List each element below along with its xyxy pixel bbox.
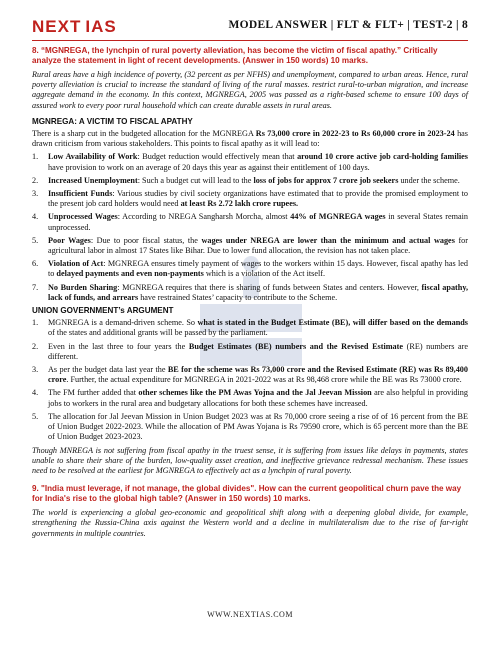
list-item: 6. Violation of Act: MGNREGA ensures timely payment of wages to the workers within 15 days. However, fiscal apathy has led to delayed payments and even non-payments which is a violation of the Act itself.	[32, 259, 468, 279]
list-item: 4. The FM further added that other schemes like the PM Awas Yojna and the Jal Jeevan Mission are also helpful in providing jobs to workers in the rural area and budgetary allocations for both these schemes have increased.	[32, 388, 468, 408]
header-divider	[32, 40, 468, 41]
list-item: 5. The allocation for Jal Jeevan Mission in Union Budget 2023 was at Rs 70,000 crore seeing a rise of of 16 percent from the BE of Union Budget 2022-2023. While the allocation of PM Awas Yojana is Rs 79590 crore, which is 65 percent more than the BE of Union Budget 2023-2023.	[32, 411, 468, 442]
union-argument-list	[32, 318, 468, 442]
list-item: 4. Unprocessed Wages: According to NREGA Sangharsh Morcha, almost 44% of MGNREGA wages in several States remain unprocessed.	[32, 212, 468, 232]
question-9: 9. "India must leverage, if not manage, the global divides". How can the current geopolitical churn pave the way for India's rise to the global high table? (Answer in 150 words) 10 marks.	[32, 484, 462, 504]
list-item: 2. Increased Unemployment: Such a budget cut will lead to the loss of jobs for approx 7 crore job seekers under the scheme.	[32, 175, 460, 185]
answer-content	[32, 46, 468, 545]
list-item: 3. Insufficient Funds: Various studies by civil society organizations have estimated that to provide the promised employment to the present job card holders would need at least Rs 2.72 lakh crore rupees.	[32, 189, 468, 209]
q8-conclusion: Though MNREGA is not suffering from fiscal apathy in the truest sense, it is suffering from issues like delays in payments, states unable to share their share of the burden, low-quality asset creation, and ineffective grievance redressal mechanism. These issues need to be resolved at the earliest for MGNREGA to effectively act as a lynchpin of rural poverty.	[32, 445, 468, 475]
section-heading-union-argument: UNION GOVERNMENT’s ARGUMENT	[32, 306, 174, 316]
list-item: 1. MGNREGA is a demand-driven scheme. So what is stated in the Budget Estimate (BE), will differ based on the demands of the states and additional grants will be passed by the parliament.	[32, 318, 468, 338]
list-item: 2. Even in the last three to four years the Budget Estimates (BE) numbers and the Revised Estimate (RE) numbers are different.	[32, 341, 468, 361]
fiscal-apathy-list	[32, 152, 468, 303]
q9-intro: The world is experiencing a global geo-economic and geopolitical shift along with a deepening global divide, for example, strengthening the Russia-China axis against the Western world and a decline in multilateralism due to the rise of far-right governments in multiple countries.	[32, 508, 468, 538]
page-header	[32, 16, 468, 40]
section-heading-fiscal-apathy: MGNREGA: A VICTIM TO FISCAL APATHY	[32, 116, 193, 126]
q8-intro: Rural areas have a high incidence of poverty, (32 percent as per NFHS) and unemployment, compared to urban areas. Hence, rural poverty alleviation is crucial to increase the standard of living of the rural masses. restrict rural-to-urban migration, and increase aggregate demand in the economy. In this context, MGNREGA, 2005 was passed as a right-based scheme to ensure 100 days of assured work to every poor rural household which can create durable assets in rural areas.	[32, 70, 468, 110]
question-8: 8. “MGNREGA, the lynchpin of rural poverty alleviation, has become the victim of fiscal apathy.” Critically analyze the statement in light of recent developments. (Answer in 150 words) 10 marks.	[32, 46, 438, 65]
footer-website: WWW.NEXTIAS.COM	[207, 610, 293, 619]
header-title: MODEL ANSWER | FLT & FLT+ | TEST-2 | 8	[228, 19, 468, 31]
nextias-logo: NEXT IAS	[32, 17, 117, 36]
list-item: 1. Low Availability of Work: Budget reduction would effectively mean that around 10 crore active job card-holding families have provision to work on an average of 20 days this year as against their entitlement of 100 days.	[32, 152, 468, 172]
section-para: There is a sharp cut in the budgeted allocation for the MGNREGA Rs 73,000 crore in 2022-23 to Rs 60,000 crore in 2023-24 has drawn criticism from various stakeholders. This points to fiscal apathy as it will lead to:	[32, 129, 468, 149]
list-item: 3. As per the budget data last year the BE for the scheme was Rs 73,000 crore and the Revised Estimate (RE) was Rs 89,400 crore. Further, the actual expenditure for MGNREGA in 2021-2022 was at Rs 98,468 crore while the BE was Rs 73000 crore.	[32, 365, 468, 385]
list-item: 7. No Burden Sharing: MGNREGA requires that there is sharing of funds between States and centers. However, fiscal apathy, lack of funds, and arrears have restrained States’ capacity to contribute to the Scheme.	[32, 282, 469, 302]
list-item: 5. Poor Wages: Due to poor fiscal status, the wages under NREGA are lower than the minimum and actual wages for agricultural labor in almost 17 States like Bihar. Due to lower fund allocation, the revision has not taken place.	[32, 235, 468, 256]
